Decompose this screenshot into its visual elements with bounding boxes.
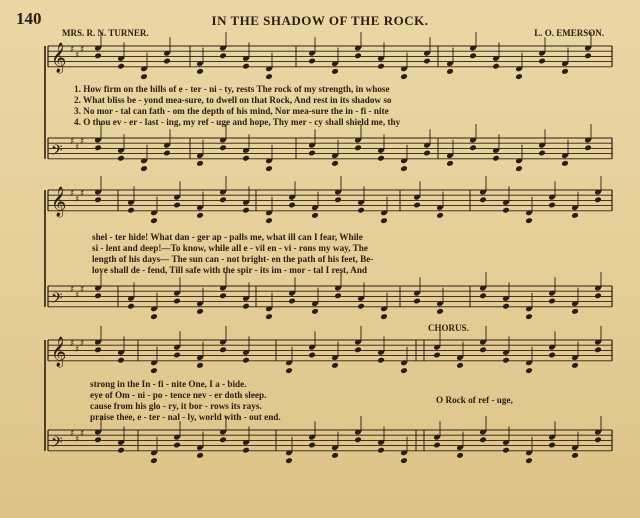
notehead: [423, 58, 431, 65]
lyric-line-2-2: si - lent and deep!—To know, while all e - vil en - vi - rons my way, The: [92, 243, 368, 253]
notehead: [196, 68, 204, 75]
notehead: [446, 160, 454, 167]
sharp-icon: ♯: [75, 143, 80, 153]
sharp-icon: ♯: [75, 345, 80, 355]
lyric-line-3-3: cause from his glo - ry, it bor - rows its rays.: [90, 401, 262, 411]
notehead: [525, 313, 533, 320]
notehead: [548, 298, 556, 305]
notehead: [502, 207, 510, 214]
notehead: [561, 160, 569, 167]
sharp-icon: ♯: [80, 137, 85, 147]
notehead: [380, 313, 388, 320]
clef-icon: 𝄞: [51, 42, 67, 73]
notehead: [413, 202, 421, 209]
notehead: [265, 165, 273, 172]
notehead: [400, 165, 408, 172]
notehead: [492, 63, 500, 70]
notehead: [285, 457, 293, 464]
notehead: [354, 144, 362, 151]
notehead: [594, 292, 602, 299]
notehead: [265, 73, 273, 80]
lyric-line-2-1: shel - ter hide! What dan - ger ap - palls me, what ill can I fear, While: [92, 232, 363, 242]
sharp-icon: ♯: [75, 291, 80, 301]
notehead: [117, 63, 125, 70]
notehead: [357, 303, 365, 310]
notehead: [571, 362, 579, 369]
lyric-line-1-4: 4. O thou ev - er - last - ing, my ref - uge and hope, Thy mer - cy shall shield me, thy: [74, 117, 401, 127]
notehead: [515, 73, 523, 80]
sharp-icon: ♯: [80, 429, 85, 439]
notehead: [469, 52, 477, 59]
notehead: [150, 217, 158, 224]
notehead: [331, 68, 339, 75]
notehead: [242, 357, 250, 364]
notehead: [515, 165, 523, 172]
notehead: [140, 165, 148, 172]
notehead: [525, 457, 533, 464]
notehead: [127, 207, 135, 214]
notehead: [377, 447, 385, 454]
lyric-line-3-1: strong in the In - fi - nite One, I a - bide.: [90, 379, 247, 389]
clef-icon: 𝄢: [51, 433, 63, 455]
lyricist-credit: MRS. R. N. TURNER.: [62, 28, 149, 38]
notehead: [219, 346, 227, 353]
notehead: [548, 352, 556, 359]
notehead: [163, 58, 171, 65]
notehead: [150, 313, 158, 320]
sharp-icon: ♯: [80, 285, 85, 295]
notehead: [469, 144, 477, 151]
notehead: [479, 346, 487, 353]
notehead: [311, 308, 319, 315]
notehead: [331, 452, 339, 459]
notehead: [242, 447, 250, 454]
notehead: [433, 442, 441, 449]
notehead: [334, 292, 342, 299]
notehead: [242, 63, 250, 70]
sharp-icon: ♯: [75, 51, 80, 61]
notehead: [219, 436, 227, 443]
notehead: [354, 346, 362, 353]
notehead: [288, 298, 296, 305]
notehead: [548, 442, 556, 449]
notehead: [538, 150, 546, 157]
notehead: [571, 452, 579, 459]
notehead: [196, 452, 204, 459]
chorus-lyric-line: O Rock of ref - uge,: [436, 395, 513, 405]
notehead: [265, 217, 273, 224]
notehead: [308, 442, 316, 449]
notehead: [219, 52, 227, 59]
notehead: [571, 308, 579, 315]
notehead: [548, 202, 556, 209]
lyric-line-2-3: length of his days— The sun can - not bright- en the path of his feet, Be-: [92, 254, 374, 264]
sharp-icon: ♯: [70, 429, 75, 439]
notehead: [219, 196, 227, 203]
notehead: [561, 68, 569, 75]
notehead: [377, 155, 385, 162]
notehead: [594, 346, 602, 353]
sharp-icon: ♯: [70, 285, 75, 295]
notehead: [308, 150, 316, 157]
composer-credit: L. O. EMERSON.: [534, 28, 604, 38]
notehead: [117, 447, 125, 454]
notehead: [492, 155, 500, 162]
lyric-line-1-1: 1. How firm on the hills of e - ter - ni - ty, rests The rock of my strength, in whose: [74, 84, 390, 94]
notehead: [502, 303, 510, 310]
notehead: [502, 447, 510, 454]
notehead: [436, 308, 444, 315]
sharp-icon: ♯: [80, 45, 85, 55]
notehead: [265, 313, 273, 320]
notehead: [242, 155, 250, 162]
notehead: [331, 160, 339, 167]
notehead: [196, 308, 204, 315]
notehead: [331, 362, 339, 369]
clef-icon: 𝄢: [51, 289, 63, 311]
notehead: [219, 292, 227, 299]
notehead: [150, 457, 158, 464]
notehead: [594, 436, 602, 443]
notehead: [196, 160, 204, 167]
notehead: [94, 436, 102, 443]
notehead: [117, 357, 125, 364]
notehead: [219, 144, 227, 151]
sharp-icon: ♯: [80, 339, 85, 349]
notehead: [380, 217, 388, 224]
notehead: [479, 436, 487, 443]
notehead: [334, 196, 342, 203]
notehead: [423, 150, 431, 157]
notehead: [479, 292, 487, 299]
notehead: [242, 207, 250, 214]
sharp-icon: ♯: [75, 435, 80, 445]
notehead: [242, 303, 250, 310]
lyric-line-1-3: 3. No mor - tal can fath - om the depth of his mind, Nor mea-sure the in - fi - nite: [74, 106, 389, 116]
sharp-icon: ♯: [70, 45, 75, 55]
lyric-line-3-4: praise thee, e - ter - nal - ly, world with - out end.: [90, 412, 281, 422]
notehead: [94, 144, 102, 151]
hymn-title: IN THE SHADOW OF THE ROCK.: [211, 13, 429, 28]
notehead: [173, 442, 181, 449]
clef-icon: 𝄢: [51, 141, 63, 163]
notehead: [173, 202, 181, 209]
sharp-icon: ♯: [70, 339, 75, 349]
clef-icon: 𝄞: [51, 186, 67, 217]
clef-icon: 𝄞: [51, 336, 67, 367]
notehead: [94, 52, 102, 59]
notehead: [94, 292, 102, 299]
notehead: [173, 352, 181, 359]
notehead: [163, 150, 171, 157]
notehead: [538, 58, 546, 65]
notehead: [436, 212, 444, 219]
sharp-icon: ♯: [75, 195, 80, 205]
notehead: [456, 452, 464, 459]
notehead: [196, 362, 204, 369]
sharp-icon: ♯: [80, 189, 85, 199]
notehead: [456, 362, 464, 369]
notehead: [377, 357, 385, 364]
notehead: [354, 436, 362, 443]
notehead: [377, 63, 385, 70]
notehead: [354, 52, 362, 59]
notehead: [357, 207, 365, 214]
notehead: [446, 68, 454, 75]
notehead: [400, 367, 408, 374]
notehead: [308, 58, 316, 65]
notehead: [196, 212, 204, 219]
notehead: [525, 217, 533, 224]
notehead: [311, 212, 319, 219]
notehead: [117, 155, 125, 162]
sharp-icon: ♯: [70, 137, 75, 147]
notehead: [173, 298, 181, 305]
notehead: [140, 73, 148, 80]
notehead: [525, 367, 533, 374]
notehead: [594, 196, 602, 203]
lyric-line-3-2: eye of Om - ni - po - tence nev - er doth sleep.: [90, 390, 267, 400]
notehead: [94, 196, 102, 203]
chorus-label: CHORUS.: [428, 323, 469, 333]
notehead: [502, 357, 510, 364]
notehead: [413, 298, 421, 305]
notehead: [400, 457, 408, 464]
lyric-line-1-2: 2. What bliss be - yond mea-sure, to dwell on that Rock, And rest in its shadow so: [74, 95, 392, 105]
notehead: [94, 346, 102, 353]
notehead: [433, 352, 441, 359]
page-number: 140: [16, 9, 42, 28]
sharp-icon: ♯: [70, 189, 75, 199]
lyric-line-2-4: love shall de - fend, Till safe with the spir - its im - mor - tal I rest, And: [92, 265, 368, 275]
notehead: [571, 212, 579, 219]
notehead: [584, 52, 592, 59]
notehead: [127, 303, 135, 310]
notehead: [400, 73, 408, 80]
notehead: [479, 196, 487, 203]
notehead: [285, 367, 293, 374]
notehead: [584, 144, 592, 151]
notehead: [288, 202, 296, 209]
notehead: [308, 352, 316, 359]
notehead: [150, 367, 158, 374]
